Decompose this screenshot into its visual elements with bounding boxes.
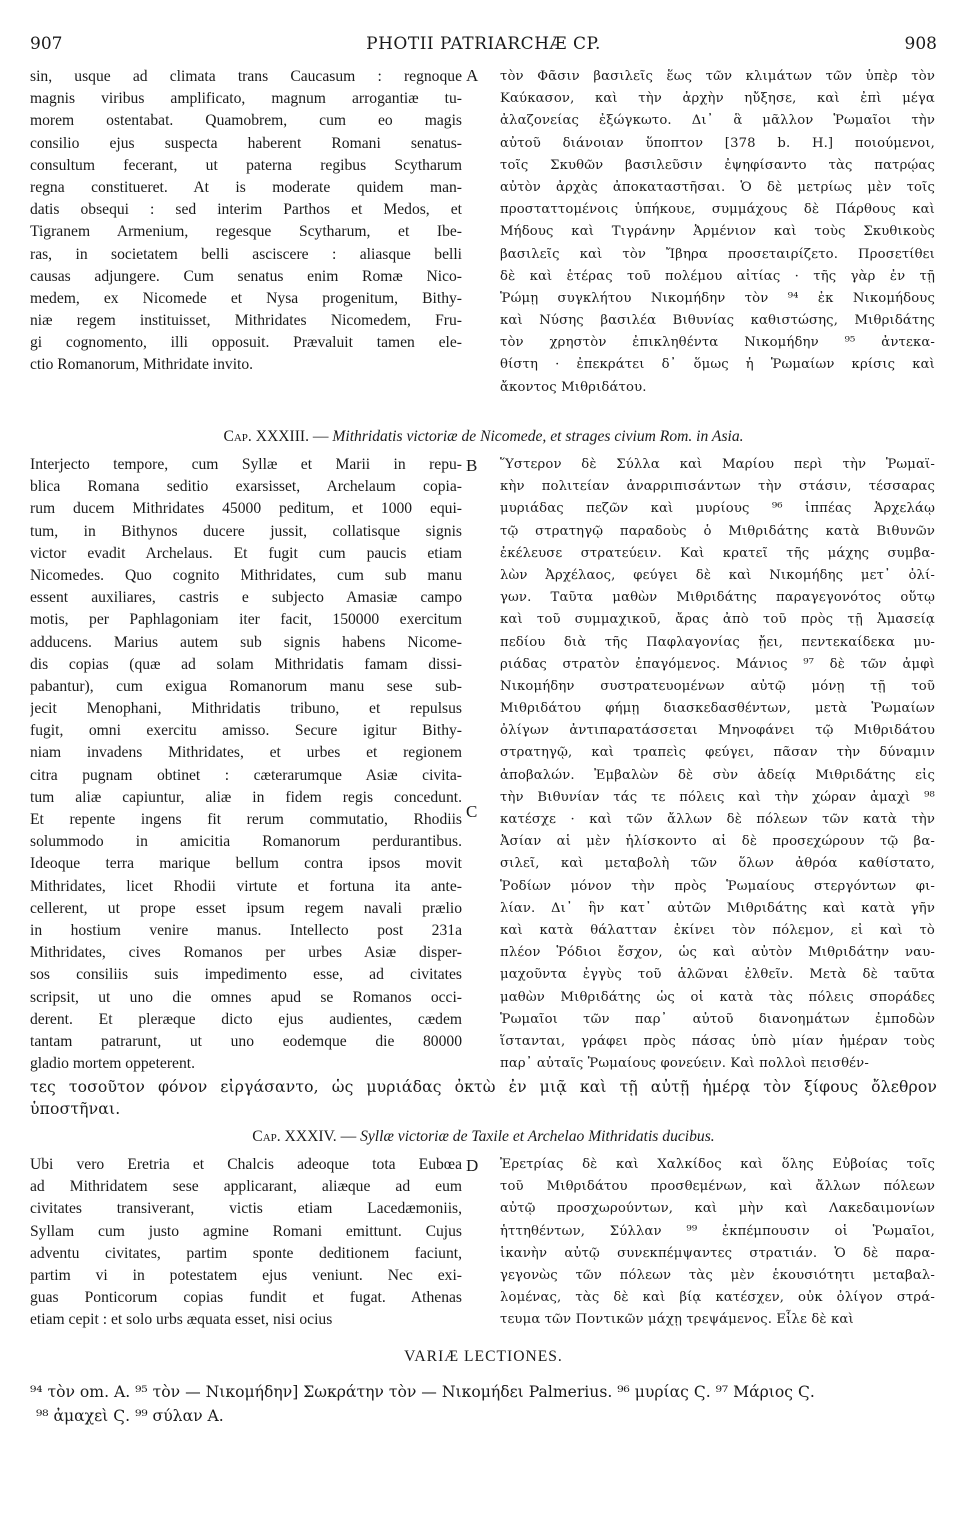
greek-text-line: καὶ Νύσης βασιλέα Βιθυνίας καθιστώσης, Μιθριδάτης <box>500 313 935 329</box>
latin-text-line: Tigranem Armenium, regesque Scytharum, et Ibe- <box>30 223 462 241</box>
latin-text-line: partim vi in potestatem ejus veniunt. Nec exi- <box>30 1266 462 1284</box>
latin-text-line: regna constitueret. At is moderate quidem man- <box>30 178 462 196</box>
greek-text-line: Ῥωμαῖοι τῶν παρ᾽ αὐτοῦ διανοημάτων ἐμποδὼν <box>500 1011 935 1027</box>
latin-text-line: tum aliæ capiuntur, aliæ in fidem regis concedunt. <box>30 788 462 806</box>
latin-text-line: Ubi vero Eretria et Chalcis adeoque tota Eubœa <box>30 1156 462 1173</box>
latin-text-line: motis, per Paphlagoniam iter facit, 150000 exercitum <box>30 611 462 629</box>
greek-text-line: πεδίου διὰ τῆς Παφλαγονίας ᾔει, πεντεκαίδεκα μυ- <box>500 634 935 650</box>
greek-text-line: δὲ καὶ ἑτέρας τοῦ πολέμου αἰτίας · τῆς γὰρ ἐν τῇ <box>500 268 935 284</box>
latin-text-line: cellerent, ut prope esset ipsum regem navali prælio <box>30 899 462 917</box>
latin-text-line: Et repente ingens fit rerum commutatio, Rhodiis <box>30 811 462 828</box>
latin-text-line: datis obsequi : sed interim Parthos et Medos, et <box>30 201 462 219</box>
chapter-heading-34 <box>30 1128 937 1152</box>
greek-text-line: παρ᾽ αὐταῖς Ῥωμαίους φονεύειν. Καὶ πολλοὶ πεισθέν- <box>500 1056 869 1072</box>
greek-text-line: λίαν. Δι᾽ ἣν κατ᾽ αὐτῶν Μιθριδάτης καὶ κατὰ γῆν <box>500 900 935 916</box>
greek-text-line: αὐτοῦ διάνοιαν ὕποπτον [378 b. H.] ποιούμενοι, <box>500 135 935 151</box>
variant-reading-line: ⁹⁴ τὸν om. A. ⁹⁵ τὸν — Νικομήδην] Σωκράτην τὸν — Νικομήδει Palmerius. ⁹⁶ μυρίας Ϛ. ⁹⁷ Μάριος Ϛ. <box>30 1383 815 1401</box>
latin-text-line: pabantur), cum exigua Romanorum manu sese sub- <box>30 677 462 695</box>
latin-text-line: morem ostentabat. Quamobrem, cum eo magis <box>30 112 462 130</box>
greek-text-line: γεγονὼς τῶν πόλεων τὰς μὲν ἑκουσιότητι μεταβαλ- <box>500 1267 935 1283</box>
greek-text-line: τοῖς Σκυθῶν βασιλεῦσιν ἐψηφίσαντο τὰς πατρῴας <box>500 157 935 173</box>
greek-text-line: μαθὼν Μιθριδάτης ὡς οἱ κατὰ τὰς πόλεις σποράδες <box>500 989 935 1005</box>
greek-text-line: Μήδους καὶ Τιγράνην Ἀρμένιον καὶ τοὺς Σκυθικοὺς <box>500 224 935 240</box>
greek-text-line: Ῥοδίων μόνον τὴν πρὸς Ῥωμαίους στεργόντων φι- <box>500 878 935 894</box>
latin-text-line: consultum fecerant, ut paterna regibus Scytharum <box>30 156 462 174</box>
chapter-label: Cap. XXXIII. — <box>223 428 329 445</box>
latin-text-line: adducens. Marius autem sub signis habens Nicome- <box>30 633 462 651</box>
latin-text-line: derent. Et pleræque dicto ejus audientes, cædem <box>30 1010 462 1028</box>
greek-text-line: ὑποστῆναι. <box>30 1100 121 1119</box>
latin-text-line: gladio mortem oppeterent. <box>30 1055 195 1073</box>
greek-text-line: ἱκανὴν αὐτῷ συνεκπέμψαντες στρατιάν. Ὁ δὲ παρα- <box>500 1245 935 1261</box>
section-marker-b: B <box>466 456 478 475</box>
greek-text-line: ὀλίγων ἀντιπαρατάσσεται Μηνοφάνει τῷ Μιθριδάτου <box>500 723 935 739</box>
chapter-title: Syllæ victoriæ de Taxile et Archelao Mithridatis ducibus. <box>360 1128 715 1145</box>
right-page-number: 908 <box>904 34 937 54</box>
variae-lectiones-heading: VARIÆ LECTIONES. <box>404 1348 563 1365</box>
greek-text-line: καὶ κατὰ θάλατταν ἐκίνει τὸν πόλεμον, εἰ καὶ τὸ <box>500 922 935 938</box>
latin-text-line: tum, in Bithynos ducere jussit, collatisque signis <box>30 522 462 540</box>
chapter-title: Mithridatis victoriæ de Nicomede, et strages civium Rom. in Asia. <box>332 428 744 445</box>
section-marker-d: D <box>466 1156 479 1175</box>
greek-text-line: ἀποβαλών. Ἐμβαλὼν δὲ σὺν ἀδείᾳ Μιθριδάτης εἰς <box>500 767 935 783</box>
greek-text-line: ἀλαζονείας ἐξώγκωτο. Δι᾽ ἃ μᾶλλον Ῥωμαῖοι τὴν <box>500 113 935 129</box>
latin-text-line: in hostium venire manus. Intellecto post 231a <box>30 921 462 939</box>
greek-text-line: καὶ τοῦ συμμαχικοῦ, ἄρας ἀπὸ τοῦ πρὸς τῇ Ἀμασείᾳ <box>500 612 935 628</box>
latin-text-line: adventu civitates, partim sponte deditionem faciunt, <box>30 1244 462 1262</box>
greek-text-line: βασιλεῖς καὶ τὸν Ἴβηρα προσεταιρίζετο. Προσετίθει <box>500 246 935 262</box>
variant-reading-line: ⁹⁸ ἀμαχεὶ Ϛ. ⁹⁹ σύλαν A. <box>36 1407 224 1425</box>
greek-text-line: Ὕστερον δὲ Σύλλα καὶ Μαρίου περὶ τὴν Ῥωμαϊ- <box>500 457 935 472</box>
latin-text-line: victor evadit Archelaus. Et fugit cum paucis etiam <box>30 544 462 562</box>
latin-text-line: consilio ejus suspecta haberent Romani senatus- <box>30 134 462 152</box>
section-marker-c: C <box>466 802 478 821</box>
greek-text-line: μυριάδας πεζῶν καὶ μυρίους ⁹⁶ ἱππέας Ἀρχελάῳ <box>500 501 935 517</box>
latin-text-line: niam invadens Mithridates, et urbes et regionem <box>30 744 462 762</box>
latin-text-line: civitates transiverant, victis etiam Lacedæmoniis, <box>30 1200 462 1218</box>
latin-text-line: solummodo in amicitia Romanorum perdurantibus. <box>30 833 462 851</box>
greek-column <box>500 66 935 399</box>
latin-text-line: Syllam cum justo agmine Romani emittunt. Cujus <box>30 1222 462 1240</box>
greek-text-line: ἄκοντος Μιθριδάτου. <box>500 379 647 395</box>
chapter-heading-33 <box>30 428 937 452</box>
greek-text-line: κατέσχε · καὶ τῶν ἄλλων δὲ πόλεων τῶν κατὰ τὴν <box>500 812 935 827</box>
latin-text-line: tantam patrarunt, ut uno eodemque die 80000 <box>30 1032 462 1050</box>
greek-text-line: αὐτῷ προσχωρούντων, καὶ μὴν καὶ Λακεδαιμονίων <box>500 1201 935 1217</box>
greek-text-line: ριάδας στρατὸν ἐπαγόμενος. Μάνιος ⁹⁷ δὲ τῶν ἀμφὶ <box>500 656 935 672</box>
latin-text-line: blica Romana seditio exarsisset, Archelaum copia- <box>30 478 462 496</box>
latin-text-line: causas adjungere. Cum senatus enim Romæ Nico- <box>30 267 462 285</box>
greek-text-line: πλέον Ῥόδιοι ἔσχον, ὡς καὶ αὐτὸν Μιθριδάτην ναυ- <box>500 945 935 961</box>
chapter-label: Cap. XXXIV. — <box>252 1128 357 1145</box>
greek-text-line: τευμα τῶν Ποντικῶν μάχῃ τρεψάμενος. Εἷλε δὲ καὶ <box>500 1312 854 1328</box>
latin-text-line: dis copias (quæ ad solam Mithridatis famam dissi- <box>30 655 462 673</box>
latin-text-line: Nicomedes. Quo cognito Mithridates, cum sub manu <box>30 566 462 584</box>
greek-text-line: θίστη · ἐπεκράτει δ᾽ ὅμως ἡ Ῥωμαίων κρίσις καὶ <box>500 357 935 373</box>
greek-text-line: μαχοῦντα ἐγγὺς τοῦ ἁλῶναι ἐλθεῖν. Μετὰ δὲ ταῦτα <box>500 967 935 983</box>
greek-text-line: τες τοσοῦτον φόνον εἰργάσαντο, ὡς μυριάδας ὀκτὼ ἐν μιᾷ καὶ τῇ αὐτῇ ἡμέρᾳ τὸν ξίφους ὄλεθρον <box>30 1078 937 1096</box>
greek-text-line: Ἀσίαν αἱ μὲν ἡλίσκοντο αἱ δὲ προσεχώρουν τῷ βα- <box>500 834 935 850</box>
latin-text-line: niæ regem instituisset, Mithridates Nicomedem, Fru- <box>30 312 462 330</box>
greek-text-line: Ῥώμῃ συγκλήτου Νικομήδην τὸν ⁹⁴ ἐκ Νικομήδους <box>500 290 935 306</box>
running-header <box>30 34 937 62</box>
greek-text-line: στρατηγῷ, καὶ τραπεὶς φεύγει, πᾶσαν τὴν δύναμιν <box>500 745 935 761</box>
greek-text-line: σιλεῖ, καὶ μεταβολὴ τῶν ὅλων ἀθρόα καθίστατο, <box>500 856 935 872</box>
latin-column <box>30 1154 462 1332</box>
greek-column <box>500 1154 935 1332</box>
greek-text-line: Καύκασον, καὶ τὴν ἀρχὴν ηὔξησε, καὶ ἐπὶ μέγα <box>500 91 935 107</box>
left-page-number: 907 <box>30 34 63 54</box>
greek-text-line: τῷ στρατηγῷ παραδοὺς ὁ Μιθριδάτης κατὰ Βιθυνῶν <box>500 523 935 539</box>
latin-column <box>30 66 462 377</box>
greek-text-line: ἡττηθέντων, Σύλλαν ⁹⁹ ἐκπέμπουσιν οἱ Ῥωμαῖοι, <box>500 1223 935 1239</box>
greek-text-line: αὐτὸν ἀρχὰς ἀποκαταστῆσαι. Ὁ δὲ μετρίως μὲν τοῖς <box>500 179 935 195</box>
latin-column <box>30 454 462 1075</box>
latin-text-line: Ideoque terra marique bellum contra ipsos movit <box>30 855 462 873</box>
latin-text-line: guas Ponticorum copias fundit et fugat. Athenas <box>30 1289 462 1307</box>
latin-text-line: essent auxiliares, castris e subjecto Amasiæ campo <box>30 589 462 607</box>
latin-text-line: fugit, omni exercitu amisso. Secure igitur Bithy- <box>30 722 462 740</box>
latin-text-line: Interjecto tempore, cum Syllæ et Marii in repu- <box>30 456 462 473</box>
latin-text-line: scripsit, ut uno die omnes apud se Romanos occi- <box>30 988 462 1006</box>
latin-text-line: medem, ex Nicomede et Nysa progenitum, Bithy- <box>30 289 462 307</box>
latin-text-line: gi cognomento, illi opposuit. Prævaluit tamen ele- <box>30 334 462 352</box>
greek-column <box>500 454 935 1075</box>
latin-text-line: magnis viribus amplificato, magnum arrogantiæ tu- <box>30 90 462 108</box>
running-title: PHOTII PATRIARCHÆ CP. <box>366 34 601 54</box>
latin-text-line: ras, in societatem belli asciscere : aliasque belli <box>30 245 462 263</box>
greek-text-line: Μιθριδάτου φήμῃ διασκεδασθέντων, μετὰ Ῥωμαίων <box>500 701 935 717</box>
greek-text-line: κὴν πολιτείαν ἀναρριπισάντων τὴν στάσιν, τέσσαρας <box>500 479 935 495</box>
greek-text-line: τὸν Φᾶσιν βασιλεῖς ἕως τῶν κλιμάτων τῶν ὑπὲρ τὸν <box>500 69 935 84</box>
latin-text-line: jecit Menophani, Mithridatis tribuno, et repulsus <box>30 700 462 718</box>
latin-text-line: Mithridates, licet Rhodii virtute et fortuna ita ante- <box>30 877 462 895</box>
latin-text-line: ctio Romanorum, Mithridate invito. <box>30 356 254 374</box>
latin-text-line: rum ducem Mithridates 45000 peditum, et 1000 equi- <box>30 500 462 518</box>
section-marker-a: A <box>466 66 479 85</box>
latin-text-line: sos consiliis suis impedimento esse, ad civitates <box>30 966 462 984</box>
greek-text-line: γων. Ταῦτα μαθὼν Μιθριδάτης παραγεγονότος οὕτῳ <box>500 590 935 606</box>
greek-text-line: Νικομήδην συστρατευομένων αὐτῷ μόνῃ τῇ τοῦ <box>500 678 935 694</box>
greek-text-line: τὸν χρηστὸν ἐπικληθέντα Νικομήδην ⁹⁵ ἀντεκα- <box>500 335 935 351</box>
greek-text-line: προσταττομένοις ὑπήκουε, συμμάχους δὲ Πάρθους καὶ <box>500 202 935 218</box>
greek-text-line: λὼν Ἀρχέλαος, φεύγει δὲ καὶ Νικομήδης μετ᾽ ὀλί- <box>500 567 935 583</box>
greek-text-line: τὴν Βιθυνίαν τάς τε πόλεις καὶ τὴν χώραν ἀμαχὶ ⁹⁸ <box>500 789 935 805</box>
latin-text-line: sin, usque ad climata trans Caucasum : regnoque <box>30 68 462 85</box>
greek-text-line: τοῦ Μιθριδάτου προσθεμένων, καὶ ἄλλων πόλεων <box>500 1179 935 1195</box>
latin-text-line: etiam cepit : et solo urbs æquata esset, nisi ocius <box>30 1311 333 1329</box>
greek-text-line: ἵστανται, γράφει πρὸς πάσας ὑπὸ μίαν ἡμέραν τοὺς <box>500 1033 935 1049</box>
greek-full-width-continuation <box>30 1076 937 1120</box>
variae-lectiones-notes <box>30 1380 937 1428</box>
latin-text-line: Mithridates, cives Romanos per urbes Asiæ disper- <box>30 944 462 962</box>
greek-text-line: λομένας, τὰς δὲ καὶ βίᾳ κατέσχεν, οὐκ ὀλίγον στρά- <box>500 1290 935 1306</box>
greek-text-line: Ἐρετρίας δὲ καὶ Χαλκίδος καὶ ὅλης Εὐβοίας τοῖς <box>500 1157 935 1172</box>
greek-text-line: ἐκέλευσε στρατεύειν. Καὶ κρατεῖ τῆς μάχης συμβα- <box>500 545 935 561</box>
latin-text-line: ad Mithridatem sese applicarant, aliæque ad eum <box>30 1178 462 1196</box>
latin-text-line: citra pugnam obtinet : cæterarumque Asiæ civita- <box>30 766 462 784</box>
